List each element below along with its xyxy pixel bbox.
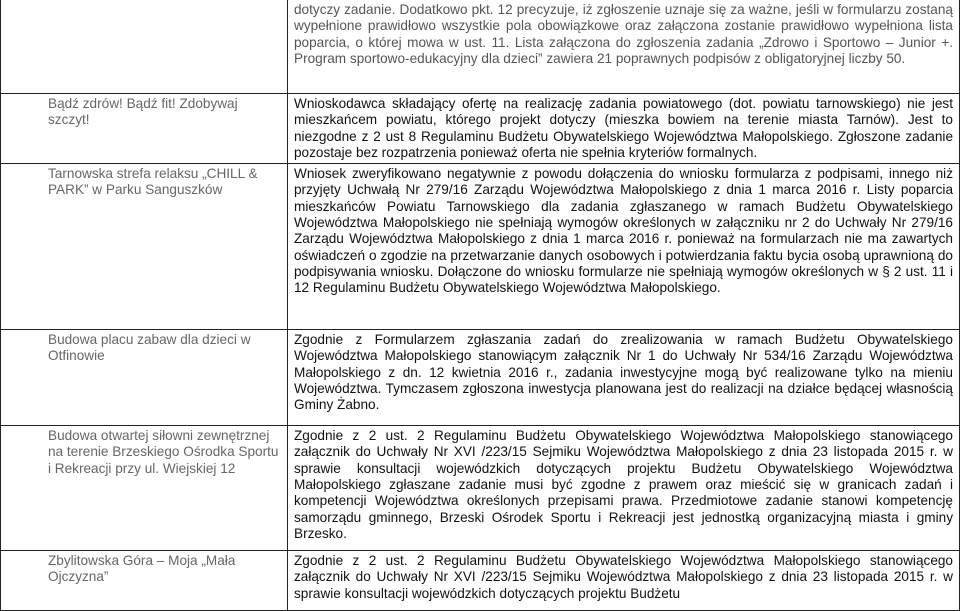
evaluation-text: Zgodnie z 2 ust. 2 Regulaminu Budżetu Obywatelskiego Województwa Małopolskiego stanowiącego załącznik do Uchwały Nr XVI /223/15 Sejmiku Województwa Małopolskiego z dnia 23 listopada 2015 r. w sprawie konsultacji wojewódzkich dotyczących projektu Budżetu Obywatelskiego Województwa Małopolskiego zgłaszane zadanie musi być zgodne z prawem oraz mieścić się w granicach zadań i kompetencji Województwa określonych przepisami prawa. Przedmiotowe zadanie stanowi kompetencję samorządu gminnego, Brzeski Ośrodek Sportu i Rekreacji jest jednostką organizacyjną miasta i gminy Brzesko. [294, 428, 953, 541]
task-name: Tarnowska strefa relaksu „CHILL & PARK” w Parku Sanguszków [48, 166, 258, 198]
task-name-cell [1, 551, 288, 611]
table-row [1, 0, 960, 94]
task-name: Budowa placu zabaw dla dzieci w Otfinowie [48, 332, 251, 364]
table-row [1, 426, 960, 551]
table-row [1, 164, 960, 330]
task-name: Zbylitowska Góra – Moja „Mała Ojczyzna” [48, 553, 236, 585]
evaluation-cell [288, 426, 960, 551]
task-name-cell [1, 330, 288, 426]
task-name-cell [1, 94, 288, 164]
evaluation-cell [288, 330, 960, 426]
evaluation-text: Zgodnie z 2 ust. 2 Regulaminu Budżetu Obywatelskiego Województwa Małopolskiego stanowiącego załącznik do Uchwały Nr XVI /223/15 Sejmiku Województwa Małopolskiego z dnia 23 listopada 2015 r. w sprawie konsultacji wojewódzkich dotyczących projektu Budżetu [294, 553, 953, 601]
task-name-cell [1, 164, 288, 330]
evaluation-cell [288, 164, 960, 330]
evaluation-text: Wniosek zweryfikowano negatywnie z powodu dołączenia do wniosku formularza z podpisami, innego niż przyjęty Uchwałą Nr 279/16 Zarządu Województwa Małopolskiego z dnia 1 marca 2016 r. Listy poparcia mieszkańców Powiatu Tarnowskiego dla zadania zgłaszanego w ramach Budżetu Obywatelskiego Województwa Małopolskiego nie spełniają wymogów określonych w załączniku nr 2 do Uchwały Nr 279/16 Zarządu Województwa Małopolskiego z dnia 1 marca 2016 r. ponieważ na formularzach nie ma zawartych oświadczeń o zgodzie na przetwarzanie danych osobowych i potwierdzania faktu bycia osobą uprawnioną do podpisywania wniosku. Dołączone do wniosku formularze nie spełniają wymogów określonych w § 2 ust. 11 i 12 Regulaminu Budżetu Obywatelskiego Województwa Małopolskiego. [294, 166, 953, 296]
evaluation-text: Zgodnie z Formularzem zgłaszania zadań do zrealizowania w ramach Budżetu Obywatelskiego Województwa Małopolskiego stanowiącym załącznik Nr 1 do Uchwały Nr 534/16 Zarządu Województwa Małopolskiego z dn. 12 kwietnia 2016 r., zadania inwestycyjne mogą być realizowane tylko na mieniu Województwa. Tymczasem zgłoszona inwestycja planowana jest do realizacji na działce będącej własnością Gminy Żabno. [294, 332, 953, 413]
table-row [1, 94, 960, 164]
task-number [11, 428, 48, 444]
task-name-cell [1, 426, 288, 551]
task-name: Bądź zdrów! Bądź fit! Zdobywaj szczyt! [48, 96, 238, 128]
table-row [1, 551, 960, 611]
evaluation-cell [288, 94, 960, 164]
evaluation-text: Wnioskodawca składający ofertę na realizację zadania powiatowego (dot. powiatu tarnowskiego) nie jest mieszkańcem powiatu, którego projekt dotyczy (mieszka bowiem na terenie miasta Tarnów). Jest to niezgodne z 2 ust 8 Regulaminu Budżetu Obywatelskiego Województwa Małopolskiego. Zgłoszone zadanie pozostaje bez rozpatrzenia ponieważ oferta nie spełnia kryteriów formalnych. [294, 96, 953, 160]
task-name-cell [1, 0, 288, 94]
task-number [11, 166, 48, 182]
evaluation-cell [288, 551, 960, 611]
table-row [1, 330, 960, 426]
task-number [11, 332, 48, 348]
task-number [11, 553, 48, 569]
task-number [11, 96, 48, 112]
evaluation-cell [288, 0, 960, 94]
evaluation-text-gray: dotyczy zadanie. Dodatkowo pkt. 12 precyzuje, iż zgłoszenie uznaje się za ważne, jeśli w formularzu zostaną wypełnione prawidłowo wszystkie pola obowiązkowe oraz załączona zostanie prawidłowo wypełniona lista poparcia, o której mowa w ust. 11. Lista załączona do zgłoszenia zadania „Zdrowo i Sportowo – Junior +. Program sportowo-edukacyjny dla dzieci” zawiera 21 poprawnych podpisów z obligatoryjnej liczby 50. [294, 2, 953, 66]
task-name: Budowa otwartej siłowni zewnętrznej na terenie Brzeskiego Ośrodka Sportu i Rekreacji przy ul. Wiejskiej 12 [48, 428, 279, 476]
